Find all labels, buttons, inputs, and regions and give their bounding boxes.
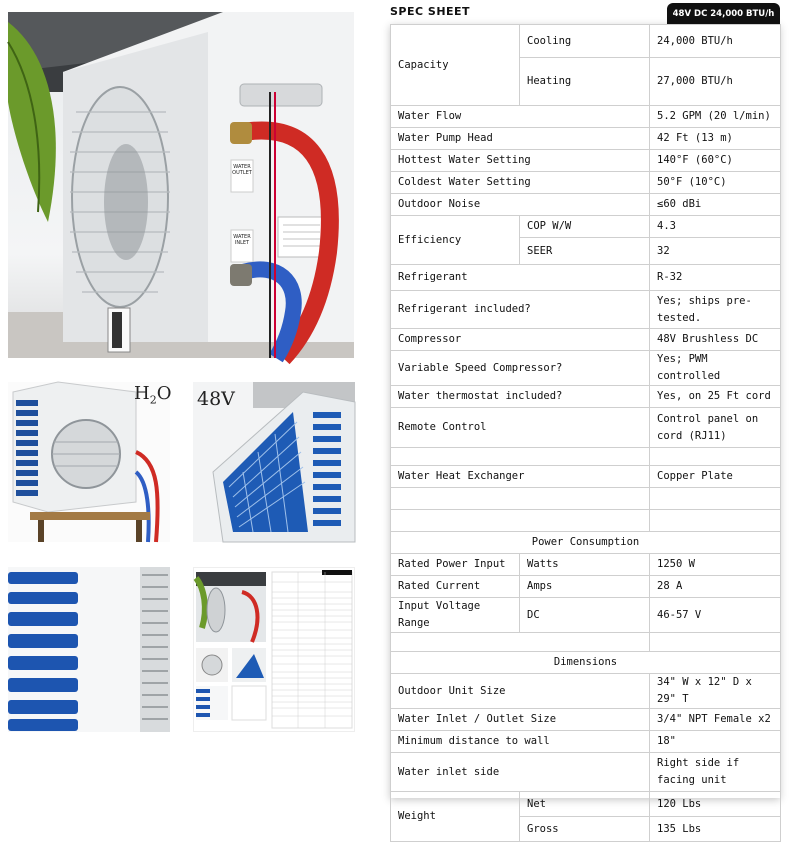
gross-weight-value: 135 Lbs xyxy=(650,817,781,842)
h2o-h: H xyxy=(134,383,150,404)
main-product-photo[interactable] xyxy=(8,12,354,358)
48v-label: 48V xyxy=(197,388,235,410)
table-row-empty xyxy=(391,633,781,652)
table-row xyxy=(391,216,781,238)
cop-label: COP W/W xyxy=(520,216,650,238)
thermostat-value: Yes, on 25 Ft cord xyxy=(650,386,781,408)
hottest-water-value: 140°F (60°C) xyxy=(650,150,781,172)
seer-value: 32 xyxy=(650,238,781,265)
table-row xyxy=(391,106,781,128)
table-row xyxy=(391,291,781,329)
table-row xyxy=(391,408,781,448)
thermostat-label: Water thermostat included? xyxy=(391,386,650,408)
cooling-label: Cooling xyxy=(520,25,650,58)
table-row xyxy=(391,386,781,408)
table-row xyxy=(391,351,781,386)
h2o-label xyxy=(134,383,171,407)
inlet-outlet-value: 3/4" NPT Female x2 xyxy=(650,709,781,731)
remote-control-label: Remote Control xyxy=(391,408,650,448)
compressor-label: Compressor xyxy=(391,329,650,351)
table-row-empty xyxy=(391,448,781,466)
variable-speed-value: Yes; PWM controlled xyxy=(650,351,781,386)
table-row xyxy=(391,674,781,709)
heating-value: 27,000 BTU/h xyxy=(650,58,781,106)
min-distance-value: 18" xyxy=(650,731,781,753)
compressor-value: 48V Brushless DC xyxy=(650,329,781,351)
coldest-water-label: Coldest Water Setting xyxy=(391,172,650,194)
cooling-value: 24,000 BTU/h xyxy=(650,25,781,58)
voltage-range-value: 46-57 V xyxy=(650,598,781,633)
gross-weight-label: Gross xyxy=(520,817,650,842)
table-row xyxy=(391,753,781,792)
table-row xyxy=(391,731,781,753)
h2o-o: O xyxy=(156,383,172,404)
heat-exchanger-value: Copper Plate xyxy=(650,466,781,488)
table-row xyxy=(391,576,781,598)
variable-speed-label: Variable Speed Compressor? xyxy=(391,351,650,386)
rated-power-value: 1250 W xyxy=(650,554,781,576)
collage-thumbnail-illustration xyxy=(194,568,356,733)
table-row xyxy=(391,792,781,817)
spec-sheet-badge: 48V DC 24,000 BTU/h xyxy=(667,3,780,24)
efficiency-label: Efficiency xyxy=(391,216,520,265)
min-distance-label: Minimum distance to wall xyxy=(391,731,650,753)
table-row xyxy=(391,652,781,674)
dimensions-header: Dimensions xyxy=(391,652,781,674)
refrigerant-label: Refrigerant xyxy=(391,265,650,291)
refrigerant-included-value: Yes; ships pre-tested. xyxy=(650,291,781,329)
rated-power-label: Rated Power Input xyxy=(391,554,520,576)
h2o-2: 2 xyxy=(149,393,157,407)
inlet-side-value: Right side if facing unit xyxy=(650,753,781,792)
net-weight-value: 120 Lbs xyxy=(650,792,781,817)
net-weight-label: Net xyxy=(520,792,650,817)
grille-closeup-illustration xyxy=(8,567,170,732)
cop-value: 4.3 xyxy=(650,216,781,238)
heat-pump-main-illustration xyxy=(8,12,354,358)
h2o-unit-photo[interactable] xyxy=(8,382,170,542)
48v-unit-photo[interactable] xyxy=(193,382,355,542)
table-row xyxy=(391,265,781,291)
outdoor-noise-label: Outdoor Noise xyxy=(391,194,650,216)
table-row xyxy=(391,172,781,194)
table-row xyxy=(391,329,781,351)
refrigerant-value: R-32 xyxy=(650,265,781,291)
table-row xyxy=(391,532,781,554)
power-consumption-header: Power Consumption xyxy=(391,532,781,554)
water-inlet-tag: WATER INLET xyxy=(233,234,251,246)
water-flow-value: 5.2 GPM (20 l/min) xyxy=(650,106,781,128)
pump-head-label: Water Pump Head xyxy=(391,128,650,150)
table-row xyxy=(391,150,781,172)
voltage-range-label: Input Voltage Range xyxy=(391,598,520,633)
remote-control-value: Control panel on cord (RJ11) xyxy=(650,408,781,448)
inlet-side-label: Water inlet side xyxy=(391,753,650,792)
rated-current-value: 28 A xyxy=(650,576,781,598)
heating-label: Heating xyxy=(520,58,650,106)
spec-sheet-title: SPEC SHEET xyxy=(390,5,471,18)
outdoor-size-value: 34" W x 12" D x 29" T xyxy=(650,674,781,709)
water-flow-label: Water Flow xyxy=(391,106,650,128)
grille-closeup-photo[interactable] xyxy=(8,567,170,732)
heat-exchanger-label: Water Heat Exchanger xyxy=(391,466,650,488)
weight-label: Weight xyxy=(391,792,520,842)
table-row xyxy=(391,128,781,150)
water-outlet-tag: WATER OUTLET xyxy=(232,164,252,176)
table-row-empty xyxy=(391,488,781,510)
collage-thumbnail-photo[interactable] xyxy=(193,567,355,732)
table-row-empty xyxy=(391,510,781,532)
table-row xyxy=(391,598,781,633)
inlet-outlet-label: Water Inlet / Outlet Size xyxy=(391,709,650,731)
pump-head-value: 42 Ft (13 m) xyxy=(650,128,781,150)
table-row xyxy=(391,194,781,216)
table-row xyxy=(391,466,781,488)
refrigerant-included-label: Refrigerant included? xyxy=(391,291,650,329)
voltage-range-unit: DC xyxy=(520,598,650,633)
seer-label: SEER xyxy=(520,238,650,265)
coldest-water-value: 50°F (10°C) xyxy=(650,172,781,194)
outdoor-noise-value: ≤60 dBi xyxy=(650,194,781,216)
rated-current-unit: Amps xyxy=(520,576,650,598)
capacity-label: Capacity xyxy=(391,25,520,106)
rated-power-unit: Watts xyxy=(520,554,650,576)
table-row xyxy=(391,554,781,576)
table-row xyxy=(391,709,781,731)
table-row xyxy=(391,25,781,58)
spec-table xyxy=(390,24,781,842)
hottest-water-label: Hottest Water Setting xyxy=(391,150,650,172)
rated-current-label: Rated Current xyxy=(391,576,520,598)
outdoor-size-label: Outdoor Unit Size xyxy=(391,674,650,709)
